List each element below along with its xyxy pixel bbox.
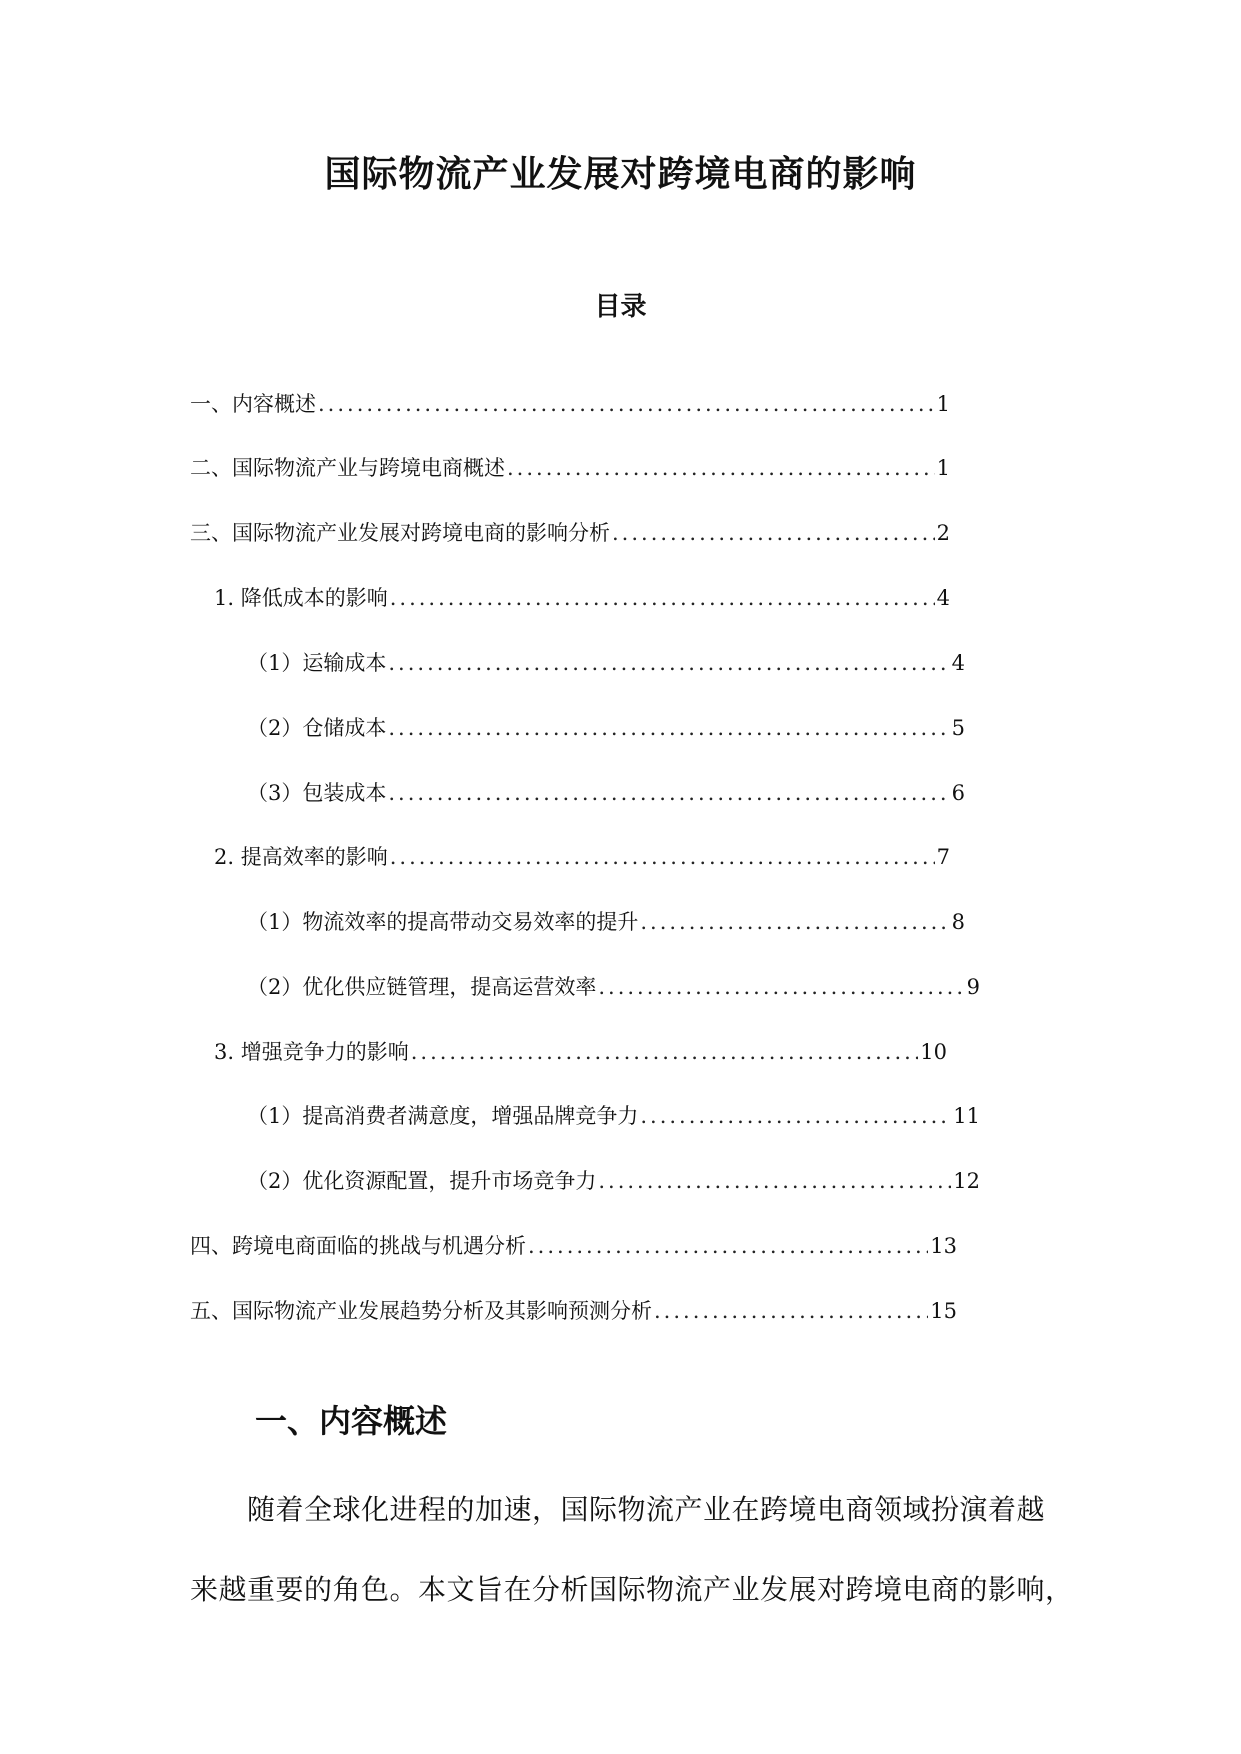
toc-dot-leader: [528, 1234, 928, 1258]
toc-dot-leader: [388, 651, 949, 675]
toc-dot-leader: [598, 975, 964, 999]
toc-entry-page: 7: [936, 845, 950, 869]
toc-dot-leader: [612, 521, 935, 545]
toc-entry-label: （1）物流效率的提高带动交易效率的提升: [247, 910, 639, 934]
toc-entry-page: 15: [930, 1299, 957, 1323]
toc-entry-page: 10: [920, 1040, 947, 1064]
toc-entry-label: 五、国际物流产业发展趋势分析及其影响预测分析: [190, 1299, 652, 1323]
toc-entry-page: 12: [953, 1169, 980, 1193]
toc-entry[interactable]: [247, 712, 965, 744]
toc-dot-leader: [390, 845, 935, 869]
toc-entry-page: 2: [936, 521, 950, 545]
toc-entry-label: （3）包装成本: [247, 781, 387, 805]
toc-entry[interactable]: [190, 1295, 957, 1327]
toc-entry-label: 1. 降低成本的影响: [214, 586, 388, 610]
toc-dot-leader: [640, 910, 949, 934]
toc-dot-leader: [598, 1169, 951, 1193]
toc-entry-page: 1: [936, 456, 950, 480]
toc-entry[interactable]: [214, 582, 950, 614]
toc-entry-page: 8: [951, 910, 965, 934]
toc-dot-leader: [411, 1040, 919, 1064]
toc-entry-page: 4: [951, 651, 965, 675]
toc-entry-label: 四、跨境电商面临的挑战与机遇分析: [190, 1234, 526, 1258]
toc-entry-page: 13: [930, 1234, 957, 1258]
toc-entry[interactable]: [247, 1100, 980, 1132]
toc-dot-leader: [507, 456, 935, 480]
toc-entry[interactable]: [247, 906, 965, 938]
toc-entry-page: 6: [951, 781, 965, 805]
toc-entry-label: 三、国际物流产业发展对跨境电商的影响分析: [190, 521, 610, 545]
toc-entry-label: 一、内容概述: [190, 392, 316, 416]
toc-dot-leader: [388, 781, 949, 805]
toc-title: 目录: [594, 292, 647, 322]
toc-entry-page: 5: [951, 716, 965, 740]
toc-entry[interactable]: [247, 971, 980, 1003]
toc-dot-leader: [640, 1104, 951, 1128]
toc-entry[interactable]: [247, 647, 965, 679]
toc-entry[interactable]: [247, 777, 965, 809]
toc-entry-label: （1）提高消费者满意度，增强品牌竞争力: [247, 1104, 639, 1128]
toc-entry[interactable]: [247, 1165, 980, 1197]
toc-dot-leader: [318, 392, 935, 416]
toc-entry-label: 二、国际物流产业与跨境电商概述: [190, 456, 505, 480]
toc-entry-label: （2）仓储成本: [247, 716, 387, 740]
toc-entry[interactable]: [190, 1230, 957, 1262]
toc-dot-leader: [388, 716, 949, 740]
toc-entry[interactable]: [214, 1036, 947, 1068]
toc-entry[interactable]: [190, 452, 950, 484]
paragraph-line: 随着全球化进程的加速，国际物流产业在跨境电商领域扮演着越: [247, 1493, 1046, 1526]
toc-entry[interactable]: [190, 388, 950, 420]
toc-entry-label: （2）优化资源配置，提升市场竞争力: [247, 1169, 597, 1193]
toc-entry-page: 9: [966, 975, 980, 999]
toc-dot-leader: [654, 1299, 928, 1323]
toc-entry[interactable]: [190, 517, 950, 549]
toc-entry[interactable]: [214, 841, 950, 873]
toc-entry-label: 2. 提高效率的影响: [214, 845, 388, 869]
toc-entry-page: 4: [936, 586, 950, 610]
toc-entry-page: 11: [953, 1104, 980, 1128]
toc-dot-leader: [390, 586, 935, 610]
toc-entry-page: 1: [936, 392, 950, 416]
toc-entry-label: （2）优化供应链管理，提高运营效率: [247, 975, 597, 999]
document-title: 国际物流产业发展对跨境电商的影响: [324, 154, 917, 195]
section-heading: 一、内容概述: [255, 1402, 448, 1440]
paragraph-line: 来越重要的角色。本文旨在分析国际物流产业发展对跨境电商的影响，: [190, 1573, 1074, 1606]
toc-entry-label: （1）运输成本: [247, 651, 387, 675]
toc-entry-label: 3. 增强竞争力的影响: [214, 1040, 409, 1064]
